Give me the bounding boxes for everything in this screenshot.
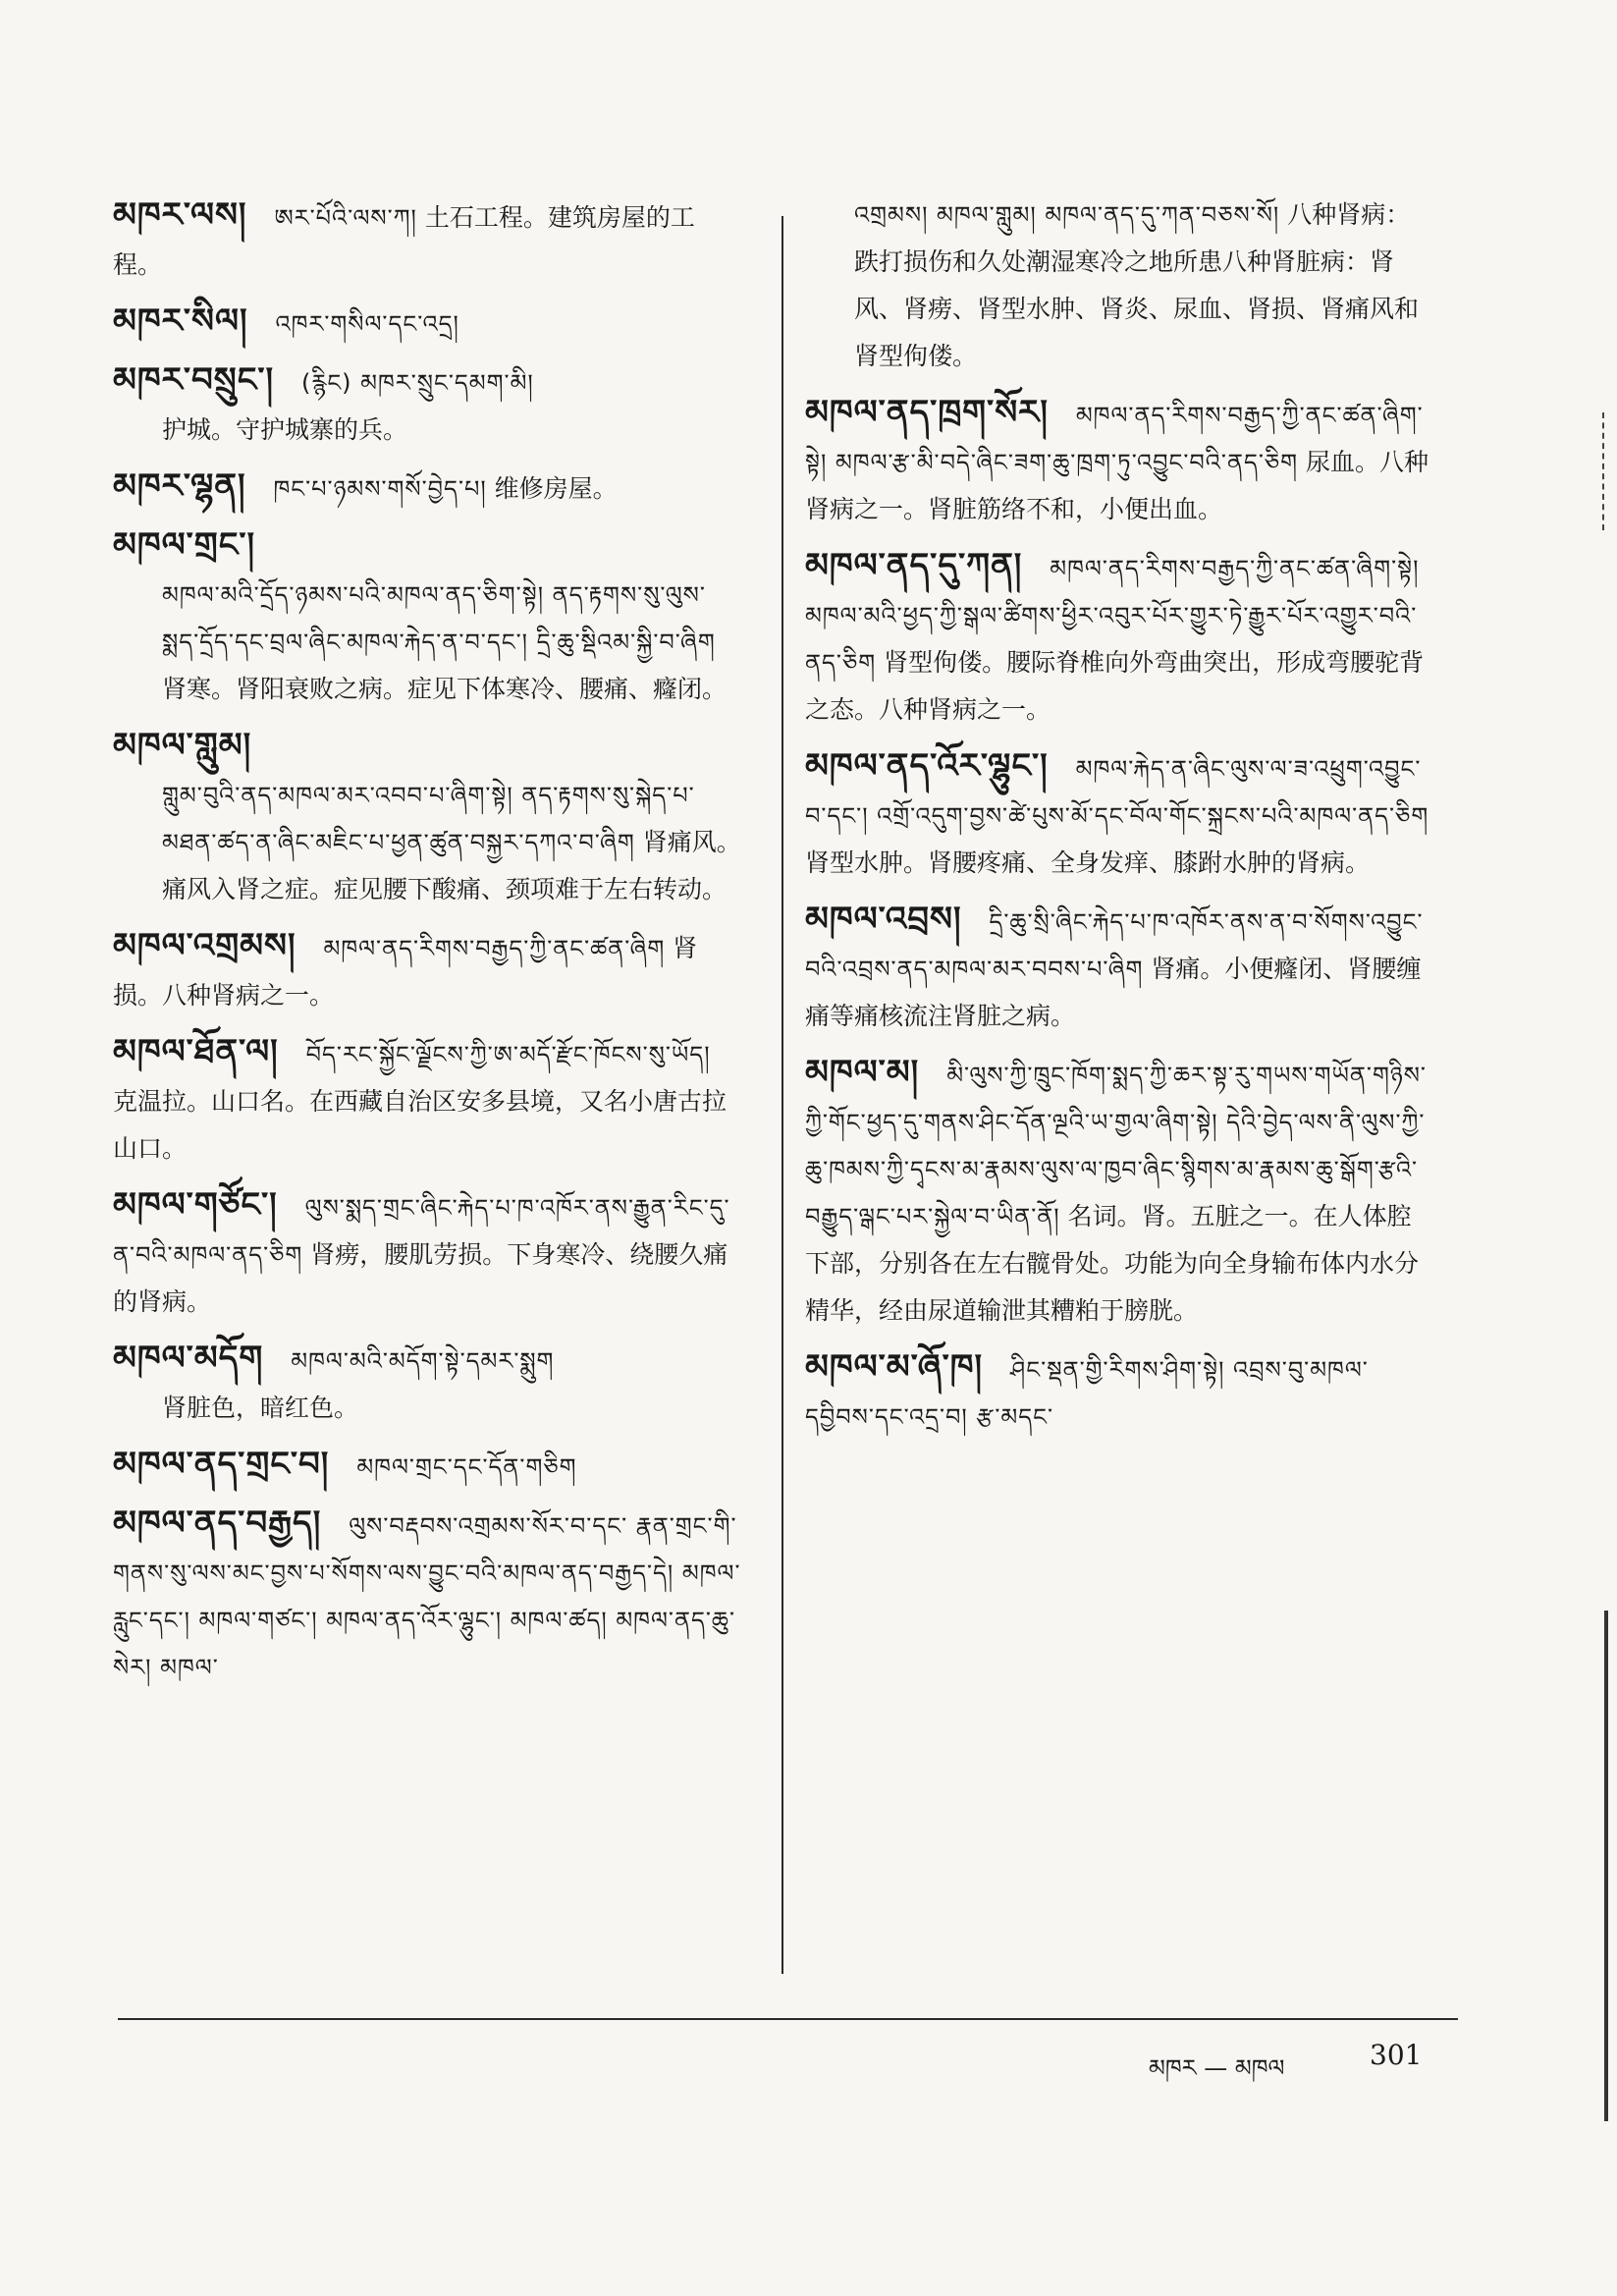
dictionary-entry xyxy=(113,191,741,289)
headword: མཁལ་ནད་དུ་ཀན། xyxy=(805,546,1023,585)
chinese-definition: 克温拉。山口名。在西藏自治区安多县境，又名小唐古拉山口。 xyxy=(113,1087,728,1163)
tibetan-definition: (རྙིང) མཁར་སྲུང་དམག་མི། xyxy=(301,369,534,397)
dictionary-entry xyxy=(113,521,741,713)
dictionary-entry xyxy=(805,742,1433,887)
tibetan-definition: མཁལ་མའི་མདོག་སྟེ་དམར་སྨུག xyxy=(291,1347,555,1375)
headword: མཁལ་གྲང་། xyxy=(113,525,256,565)
headword: མཁལ་འགྲམས། xyxy=(113,926,296,965)
tibetan-definition: འགྲམས། མཁལ་གླུམ། མཁལ་ནད་དུ་ཀན་བཅས་སོ། xyxy=(854,201,1280,229)
entry-continuation xyxy=(805,191,1433,380)
tibetan-definition: མཁལ་ནད་རིགས་བརྒྱད་ཀྱི་ནང་ཚན་ཞིག xyxy=(323,935,666,962)
footer-rule xyxy=(118,2018,1458,2020)
right-column xyxy=(805,191,1433,1441)
dictionary-entry xyxy=(805,389,1433,533)
chinese-definition: 土石工程。建筑房屋的工程。 xyxy=(113,203,695,279)
scan-edge-bar xyxy=(1604,1611,1608,2121)
dictionary-entry xyxy=(805,1049,1433,1335)
tibetan-definition: ལུས་སྨད་གྲང་ཞིང་རྐེད་པ་ཁ་འཁོར་ནས་རྒྱུན་རིང་དུ་ན་བའི་མཁལ་ནད་ཅིག xyxy=(113,1194,730,1269)
dictionary-entry xyxy=(113,1335,741,1432)
headword: མཁར་ལྷན། xyxy=(113,466,246,506)
headword: མཁལ་འབྲས། xyxy=(805,900,962,939)
dictionary-entry xyxy=(805,542,1433,734)
column-divider xyxy=(782,216,783,1974)
tibetan-definition: ཨར་པོའི་ལས་ཀ། xyxy=(274,204,417,232)
chinese-definition: 肾型水肿。肾腰疼痛、全身发痒、膝跗水肿的肾病。 xyxy=(805,848,1371,877)
headword: མཁལ་གཙོང་། xyxy=(113,1185,278,1225)
tibetan-definition: དྲི་ཆུ་སྲི་ཞིང་རྐེད་པ་ཁ་འཁོར་ནས་ན་བ་སོགས་འབྱུང་བའི་འབྲས་ནད་མཁལ་མར་བབས་པ་ཞིག xyxy=(805,908,1424,983)
page-number: 301 xyxy=(1370,2039,1423,2071)
tibetan-definition: མཁལ་ནད་རིགས་བརྒྱད་ཀྱི་ནང་ཚན་ཞིག་སྟེ། མཁལ་རྩ་མི་བདེ་ཞིང་ཟག་ཆུ་ཁྲག་ཏུ་འབྱུང་བའི་ནད་ཅིག xyxy=(805,402,1424,476)
dictionary-entry xyxy=(113,1181,741,1326)
headword: མཁལ་ནད་འོར་ལྷུང་། xyxy=(805,746,1049,786)
tibetan-definition: མི་ལུས་ཀྱི་ཁྲུང་ཁོག་སྨད་ཀྱི་ཆར་སྟ་རུ་གཡས་གཡོན་གཉིས་ཀྱི་གོང་ཕྱད་དུ་གནས་ཤིང་དོན་ལྔའི་ཡ་གྱལ་ཞིག་སྟེ། དེའི་བྱེད་ལས་ནི་ལུས་ཀྱི་ཆུ་ཁམས་ཀྱི་དྭངས་མ་རྣམས་ལུས་ལ་ཁྱབ་ཞིང་སྙིགས་མ་རྣམས་ཆུ་སྒོག་རྩའི་བརྒྱུད་ལྒང་པར་སྐྱེལ་བ་ཡིན་ནོ། xyxy=(805,1062,1427,1230)
chinese-definition: 肾寒。肾阳衰败之病。症见下体寒冷、腰痛、癃闭。 xyxy=(162,675,728,703)
chinese-definition: 尿血。八种肾病之一。肾脏筋络不和，小便出血。 xyxy=(805,448,1429,523)
dictionary-entry xyxy=(113,1500,741,1691)
dictionary-entry xyxy=(113,298,741,348)
scan-edge-marks xyxy=(1602,412,1610,530)
chinese-definition: 护城。守护城寨的兵。 xyxy=(162,415,408,444)
tibetan-definition: ལུས་བརྡབས་འགྲམས་སོར་བ་དང་ རྣན་གྲང་གི་གནས་སུ་ལས་མང་བྱས་པ་སོགས་ལས་བྱུང་བའི་མཁལ་ནད་བརྒྱད་དེ། མཁལ་རླུང་དང་། མཁལ་གཙང་། མཁལ་ནད་འོར་ལྷུང་། མཁལ་ཚད། མཁལ་ནད་ཆུ་སེར། མཁལ་ xyxy=(113,1512,741,1681)
headword: མཁལ་མ། xyxy=(805,1053,920,1092)
chinese-definition: 肾痨，腰肌劳损。下身寒冷、绕腰久痛的肾病。 xyxy=(113,1240,728,1316)
chinese-definition: 八种肾病：跌打损伤和久处潮湿寒冷之地所患八种肾脏病：肾风、肾痨、肾型水肿、肾炎、尿血、肾损、肾痛风和肾型佝偻。 xyxy=(854,200,1420,370)
dictionary-entry xyxy=(113,356,741,454)
tibetan-definition: ཤིང་སྡན་གྱི་རིགས་ཤིག་སྟེ། འབྲས་བུ་མཁལ་དབྱིབས་དང་འདྲ་བ། རྩ་མདང་ xyxy=(805,1356,1369,1431)
headword: མཁར་བསྲུང་། xyxy=(113,360,275,400)
dictionary-entry xyxy=(113,1441,741,1491)
running-head: མཁར — མཁལ xyxy=(1149,2054,1285,2082)
dictionary-entry xyxy=(113,463,741,513)
dictionary-entry xyxy=(113,922,741,1019)
dictionary-entry xyxy=(805,1343,1433,1441)
dictionary-entry xyxy=(113,1028,741,1173)
tibetan-definition: བོད་རང་སྐྱོང་ལྗོངས་ཀྱི་ཨ་མདོ་རྫོང་ཁོངས་སུ་ཡོད། xyxy=(305,1041,711,1068)
headword: མཁལ་ནད་བརྒྱད། xyxy=(113,1503,322,1543)
tibetan-definition: ཁང་པ་ཉམས་གསོ་བྱེད་པ། xyxy=(273,475,487,503)
tibetan-definition: མཁལ་མའི་དྲོད་ཉམས་པའི་མཁལ་ནད་ཅིག་སྟེ། ནད་རྟགས་སུ་ལུས་སྨད་དྲོད་དང་བྲལ་ཞིང་མཁལ་རྐེད་ན་བ་དང་། དྲི་ཆུ་སྡིའམ་སྐྱི་བ་ཞིག xyxy=(162,581,716,656)
headword: མཁལ་མདོག xyxy=(113,1339,264,1378)
tibetan-definition: མཁལ་རྐེད་ན་ཞིང་ལུས་ལ་ཟ་འཕྲུག་འབྱུང་བ་དང་། འགྲོ་འདུག་བྱས་ཚེ་པུས་མོ་དང་བོལ་གོང་སྐྲངས་པའི་མཁལ་ནད་ཅིག xyxy=(805,755,1429,830)
tibetan-definition: མཁལ་གྲང་དང་དོན་གཅིག xyxy=(356,1453,577,1481)
chinese-definition: 名词。肾。五脏之一。在人体腔下部，分别各在左右髋骨处。功能为向全身输布体内水分精华，经由尿道输泄其糟粕于膀胱。 xyxy=(805,1202,1420,1325)
chinese-definition: 维修房屋。 xyxy=(494,474,618,503)
headword: མཁར་སིལ། xyxy=(113,301,248,341)
headword: མཁལ་ནད་གྲང་བ། xyxy=(113,1445,330,1484)
headword: མཁར་ལས། xyxy=(113,195,247,235)
chinese-definition: 肾型佝偻。腰际脊椎向外弯曲突出，形成弯腰驼背之态。八种肾病之一。 xyxy=(805,648,1425,724)
headword: མཁལ་ཐོན་ལ། xyxy=(113,1032,279,1071)
dictionary-entry xyxy=(805,896,1433,1040)
headword: མཁལ་ནད་ཁྲག་སོར། xyxy=(805,393,1049,432)
tibetan-definition: མཁལ་ནད་རིགས་བརྒྱད་ཀྱི་ནང་ཚན་ཞིག་སྟེ། མཁལ་མའི་ཕྱད་ཀྱི་སྒལ་ཚིགས་ཕྱིར་འབུར་པོར་གྱུར་ཏེ་རྒྱུར་པོར་འགྱུར་བའི་ནད་ཅིག xyxy=(805,555,1420,677)
dictionary-entry xyxy=(113,722,741,913)
tibetan-definition: འཁར་གསིལ་དང་འདྲ། xyxy=(275,310,459,338)
tibetan-definition: གླུམ་བུའི་ནད་མཁལ་མར་འབབ་པ་ཞིག་སྟེ། ནད་རྟགས་སུ་སྐེད་པ་མཐན་ཚད་ན་ཞིང་མཇིང་པ་ཕྱན་ཚུན་བསྐྱར་དཀའ་བ་ཞིག xyxy=(162,782,695,856)
headword: མཁལ་མ་ཞོ་ཁ། xyxy=(805,1347,984,1387)
chinese-definition: 肾痛。小便癃闭、肾腰缠痛等痛核流注肾脏之病。 xyxy=(805,955,1422,1030)
headword: མཁལ་གླུམ། xyxy=(113,726,252,765)
chinese-definition: 肾痛风。痛风入肾之症。症见腰下酸痛、颈项难于左右转动。 xyxy=(162,828,741,903)
chinese-definition: 肾脏色，暗红色。 xyxy=(162,1394,359,1422)
left-column xyxy=(113,191,741,1691)
chinese-definition: 肾损。八种肾病之一。 xyxy=(113,934,698,1010)
